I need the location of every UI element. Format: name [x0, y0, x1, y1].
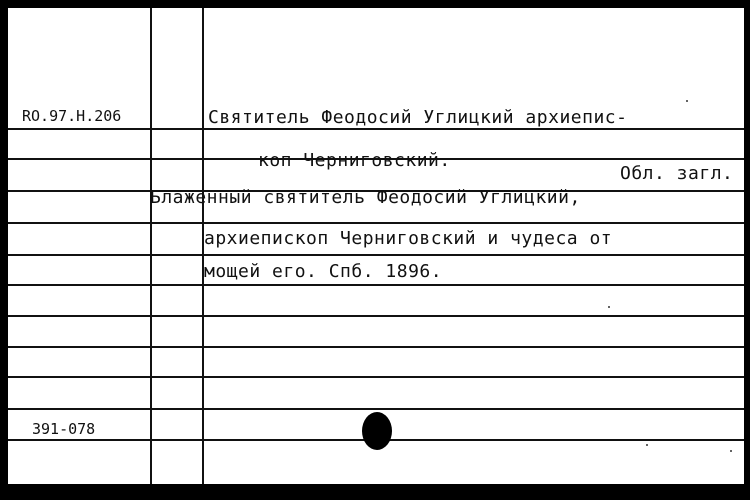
- ruled-line: [8, 128, 744, 130]
- scan-speck: [646, 444, 648, 446]
- ruled-line: [8, 222, 744, 224]
- left-margin-rule: [150, 8, 152, 484]
- ruled-line: [8, 284, 744, 286]
- catalog-card: [8, 8, 744, 484]
- title-line-4: архиепископ Черниговский и чудеса от: [204, 228, 613, 249]
- punch-hole: [362, 412, 392, 450]
- scan-speck: [608, 306, 610, 308]
- inventory-number: 391-078: [32, 420, 96, 438]
- ruled-line: [8, 346, 744, 348]
- ruled-line: [8, 408, 744, 410]
- scan-speck: [686, 100, 688, 102]
- ruled-line: [8, 254, 744, 256]
- ruled-line: [8, 376, 744, 378]
- scan-speck: [730, 450, 732, 452]
- title-line-2: коп Черниговский.: [258, 150, 451, 171]
- title-line-1: Святитель Феодосий Углицкий архиепис-: [208, 107, 628, 128]
- shelfmark: RO.97.H.206: [22, 107, 122, 125]
- title-line-3: Блаженный святитель Феодосий Углицкий,: [150, 187, 581, 208]
- cover-title-note: Обл. загл.: [620, 163, 734, 184]
- imprint-line: мощей его. Спб. 1896.: [204, 261, 443, 282]
- ruled-line: [8, 315, 744, 317]
